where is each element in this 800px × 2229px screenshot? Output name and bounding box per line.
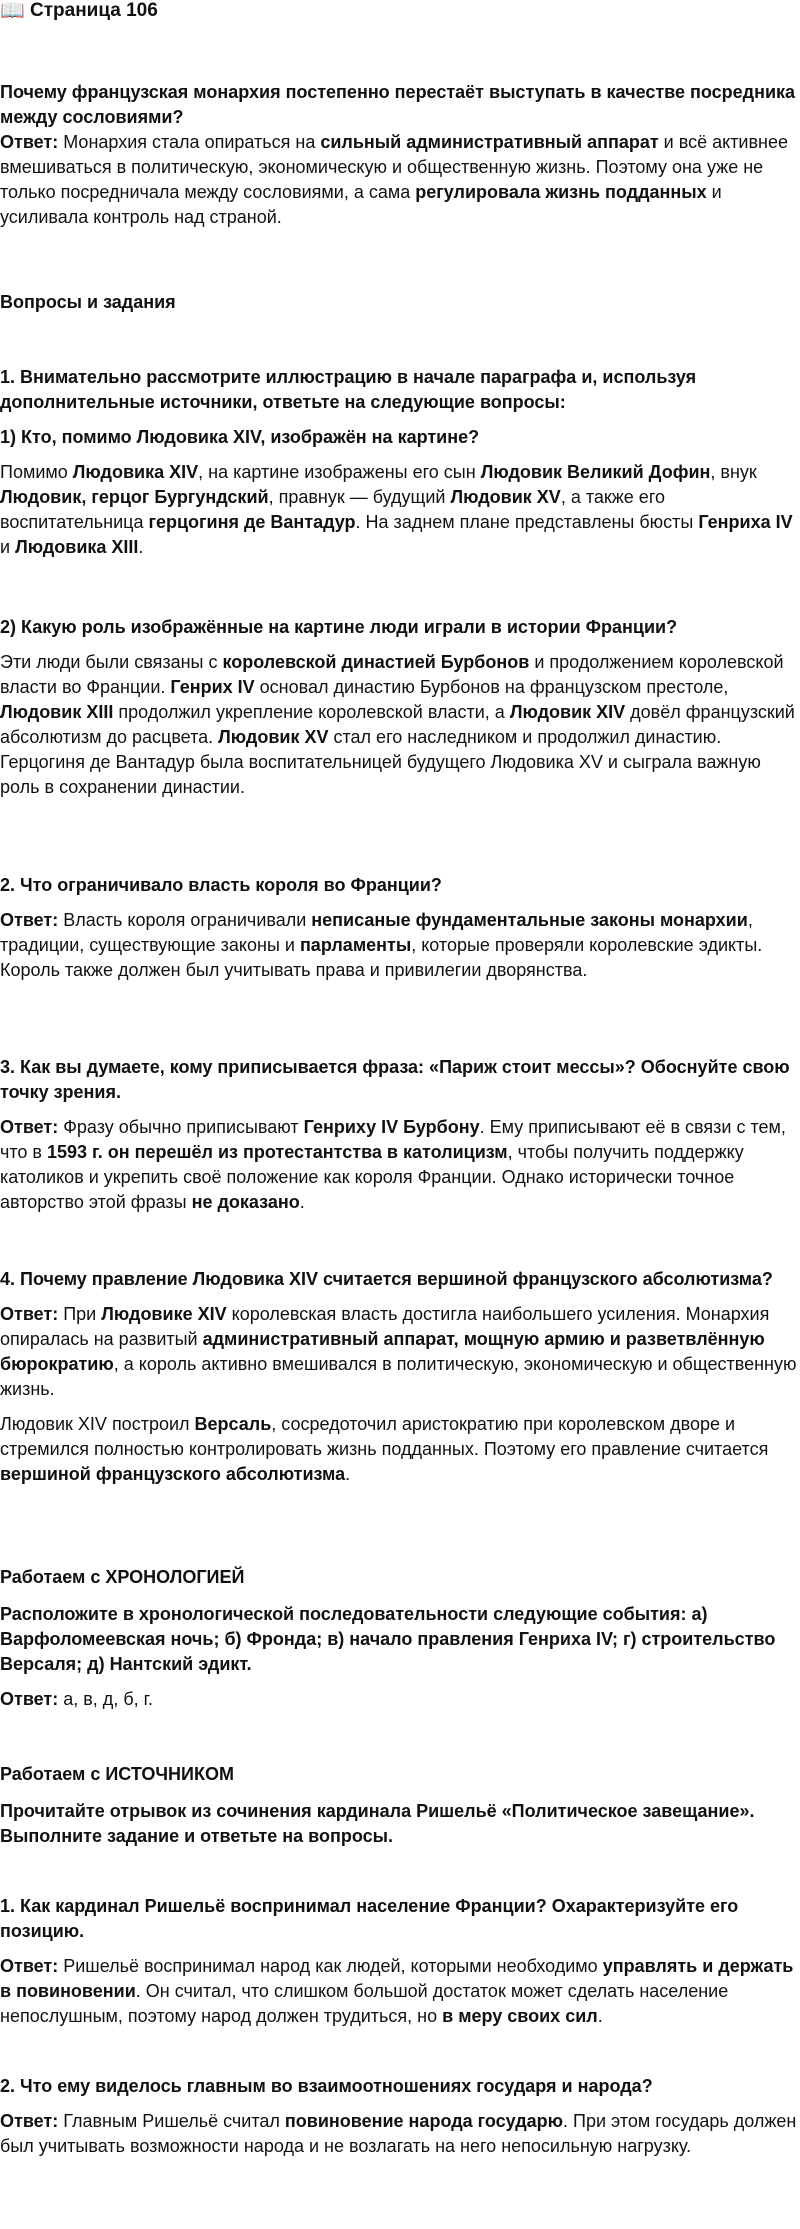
text-run: Помимо [0, 462, 73, 482]
text-run: продолжил укрепление королевской власти, а [113, 702, 510, 722]
q2-answer [0, 908, 800, 983]
bold-text: административный аппарат, мощную армию и разветвлённую бюрократию [0, 1329, 765, 1374]
q3-question: 3. Как вы думаете, кому приписывается фраза: «Париж стоит мессы»? Обоснуйте свою точку зрения. [0, 1057, 790, 1102]
bold-text: 1593 г. он перешёл из протестантства в католицизм [47, 1142, 508, 1162]
text-run: и всё активнее вмешиваться в политическую, экономическую и общественную жизнь. Поэтому она уже не только посредничала между сословиями, а сама [0, 132, 789, 202]
q4-question: 4. Почему правление Людовика XIV считается вершиной французского абсолютизма? [0, 1269, 773, 1289]
text-run: , чтобы получить поддержку католиков и укрепить своё положение как короля Франции. Однако исторически точное авторство этой фразы [0, 1142, 744, 1212]
q1-sub1-answer [0, 460, 800, 560]
text-run: Эти люди были связаны с [0, 652, 223, 672]
text-run: и [0, 537, 16, 557]
q1-question: 1. Внимательно рассмотрите иллюстрацию в начале параграфа и, используя дополнительные источники, ответьте на следующие вопросы: [0, 367, 697, 412]
text-run: , сосредоточил аристократию при королевском дворе и стремился полностью контролировать жизнь подданных. Поэтому его правление считается [0, 1414, 769, 1459]
q1-sub2-answer [0, 650, 800, 800]
bold-text: Людовик XIII [0, 702, 114, 722]
text-run: а, в, д, б, г. [63, 1689, 153, 1709]
text-run: , правнук — будущий [268, 487, 451, 507]
text-run: Власть короля ограничивали [63, 910, 312, 930]
bold-text: Людовика XIV [72, 462, 199, 482]
bold-text: герцогиня де Вантадур [148, 512, 356, 532]
source-q1-question: 1. Как кардинал Ришельё воспринимал население Франции? Охарактеризуйте его позицию. [0, 1896, 739, 1941]
source-q1-answer [0, 1954, 800, 2029]
text-run: . [138, 537, 144, 557]
page-header [0, 0, 800, 30]
bold-text: Людовике XIV [101, 1304, 227, 1324]
bold-text: повиновение народа государю [284, 2111, 564, 2131]
source-block [0, 1762, 800, 2159]
source-q2-answer [0, 2109, 800, 2159]
text-run: королевская власть достигла наибольшего усиления. Монархия опиралась на развитый [0, 1304, 770, 1349]
bold-text: Людовик, герцог Бургундский [0, 487, 269, 507]
text-run: и усиливала контроль над страной. [0, 182, 722, 227]
bold-text: Ответ: [0, 1304, 64, 1324]
bold-text: Ответ: [0, 2111, 64, 2131]
intro-question: Почему французская монархия постепенно перестаёт выступать в качестве посредника между сословиями? [0, 82, 796, 127]
text-run: . На заднем плане представлены бюсты [355, 512, 699, 532]
text-run: Главным Ришельё считал [63, 2111, 285, 2131]
open-book-icon: 📖 [0, 0, 25, 22]
text-run: . При этом государь должен был учитывать возможности народа и не возлагать на него непосильную нагрузку. [0, 2111, 797, 2156]
chronology-heading: Работаем с ХРОНОЛОГИЕЙ [0, 1567, 245, 1587]
bold-text: Людовик XV [450, 487, 561, 507]
bold-text: в меру своих сил [442, 2006, 598, 2026]
source-q2-question: 2. Что ему виделось главным во взаимоотношениях государя и народа? [0, 2076, 653, 2096]
bold-text: сильный административный аппарат [320, 132, 659, 152]
q4-answer-2 [0, 1412, 800, 1487]
text-run: , на картине изображены его сын [198, 462, 481, 482]
bold-text: Ответ: [0, 1117, 64, 1137]
text-run: Ришельё воспринимал народ как людей, которыми необходимо [63, 1956, 603, 1976]
text-run: и продолжением королевской власти во Франции. [0, 652, 784, 697]
source-heading: Работаем с ИСТОЧНИКОМ [0, 1764, 234, 1784]
bold-text: не доказано [191, 1192, 300, 1212]
q2-block [0, 873, 800, 983]
text-run: . Ему приписывают её в связи с тем, что в [0, 1117, 786, 1162]
questions-heading-block [0, 290, 800, 315]
q3-answer [0, 1115, 800, 1215]
text-run: , а также его воспитательница [0, 487, 665, 532]
text-run: довёл французский абсолютизм до расцвета. [0, 702, 795, 747]
text-run: При [63, 1304, 102, 1324]
q1-block [0, 365, 800, 560]
bold-text: Людовик Великий Дофин [480, 462, 711, 482]
bold-text: королевской династией Бурбонов [222, 652, 530, 672]
text-run: , внук [710, 462, 757, 482]
text-run: , а король активно вмешивался в политическую, экономическую и общественную жизнь. [0, 1354, 797, 1399]
questions-heading: Вопросы и задания [0, 292, 176, 312]
bold-text: Ответ: [0, 910, 64, 930]
bold-text: Ответ: [0, 1689, 64, 1709]
bold-text: Людовика XIII [15, 537, 139, 557]
q4-answer-1 [0, 1302, 800, 1402]
bold-text: Генриху IV Бурбону [303, 1117, 480, 1137]
text-run: Людовик XIV построил [0, 1414, 195, 1434]
bold-text: управлять и держать в повиновении [0, 1956, 794, 2001]
q3-block [0, 1055, 800, 1215]
text-run: стал его наследником и продолжил династию. Герцогиня де Вантадур была воспитательницей будущего Людовика XV и сыграла важную роль в сохранении династии. [0, 727, 761, 797]
source-question: Прочитайте отрывок из сочинения кардинала Ришельё «Политическое завещание». Выполните задание и ответьте на вопросы. [0, 1801, 755, 1846]
bold-text: Генриха IV [698, 512, 793, 532]
bold-text: Версаль [194, 1414, 272, 1434]
text-run: . [345, 1464, 351, 1484]
bold-text: парламенты [299, 935, 412, 955]
q1-sub1-question: 1) Кто, помимо Людовика XIV, изображён на картине? [0, 427, 480, 447]
chronology-answer [0, 1687, 800, 1712]
chronology-block [0, 1565, 800, 1712]
q2-question: 2. Что ограничивало власть короля во Франции? [0, 875, 442, 895]
intro-block [0, 80, 800, 230]
text-run: Монархия стала опираться на [63, 132, 321, 152]
bold-text: вершиной французского абсолютизма [0, 1464, 346, 1484]
bold-text: Генрих IV [170, 677, 255, 697]
text-run: основал династию Бурбонов на французском престоле, [254, 677, 729, 697]
bold-text: регулировала жизнь подданных [415, 182, 707, 202]
page-title: Страница 106 [30, 0, 158, 21]
text-run: . [597, 2006, 603, 2026]
text-run: , традиции, существующие законы и [0, 910, 753, 955]
text-run: . [299, 1192, 305, 1212]
bold-text: неписаные фундаментальные законы монархии [311, 910, 748, 930]
q1-sub2-question: 2) Какую роль изображённые на картине люди играли в истории Франции? [0, 617, 678, 637]
bold-text: Ответ: [0, 1956, 64, 1976]
bold-text: Людовик XV [218, 727, 329, 747]
q1-sub2-block [0, 615, 800, 800]
bold-text: Ответ: [0, 132, 64, 152]
q4-block [0, 1267, 800, 1487]
intro-answer [0, 130, 800, 230]
text-run: Фразу обычно приписывают [63, 1117, 304, 1137]
text-run: . Он считал, что слишком большой достаток может сделать население непослушным, поэтому народ должен трудиться, но [0, 1981, 729, 2026]
chronology-question: Расположите в хронологической последовательности следующие события: а) Варфоломеевская ночь; б) Фронда; в) начало правления Генриха IV; г) строительство Версаля; д) Нантский эдикт. [0, 1604, 776, 1674]
bold-text: Людовик XIV [509, 702, 626, 722]
text-run: , которые проверяли королевские эдикты. Король также должен был учитывать права и привилегии дворянства. [0, 935, 763, 980]
